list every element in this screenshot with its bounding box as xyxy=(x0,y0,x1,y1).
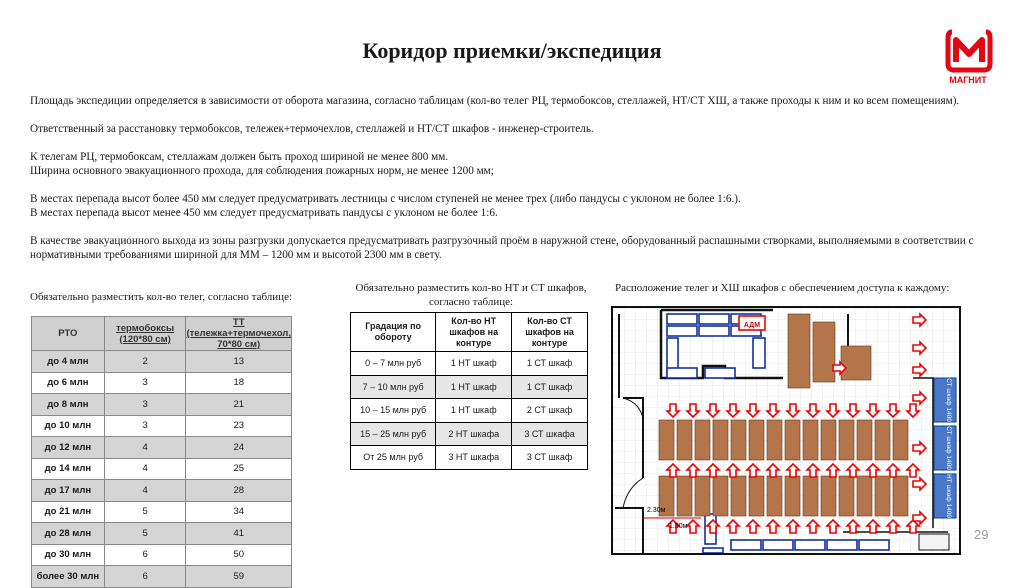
table-cell: 3 НТ шкафа xyxy=(436,446,512,470)
dimension-label: 1.50м xyxy=(669,523,688,530)
table-cell: 2 СТ шкаф xyxy=(512,399,588,423)
cart-rack xyxy=(839,420,854,460)
table-row xyxy=(32,415,292,437)
floor-plan-drawing xyxy=(613,308,959,553)
table-cell: 59 xyxy=(186,566,292,588)
table-cell: 34 xyxy=(186,501,292,523)
cart-rack xyxy=(695,420,710,460)
paragraph-area: Площадь экспедиции определяется в зависимости от оборота магазина, согласно таблицам (кол-во телег РЦ, термобоксов, стеллажей, НТ/СТ ХШ, а также проходы к ним и ко всем помещениям). xyxy=(30,95,960,107)
table2-caption-line1: Обязательно разместить кол-во НТ и СТ шкафов, xyxy=(355,282,587,294)
table-cell: до 14 млн xyxy=(32,458,105,480)
table-row xyxy=(351,422,588,446)
table-cell: до 30 млн xyxy=(32,544,105,566)
cart-rack xyxy=(749,420,764,460)
table-row xyxy=(32,351,292,373)
table-header-row xyxy=(351,313,588,352)
cart-rack xyxy=(839,476,854,516)
table-row xyxy=(32,544,292,566)
table-cell: 1 СТ шкаф xyxy=(512,352,588,376)
table-cell: 1 СТ шкаф xyxy=(512,375,588,399)
table-cell: 4 xyxy=(104,437,186,459)
paragraph-responsible: Ответственный за расстановку термобоксов, тележек+термочехлов, стеллажей и НТ/СТ шкафов - инженер-строитель. xyxy=(30,123,594,135)
adm-label: АДМ xyxy=(743,322,761,329)
table-cell: 6 xyxy=(104,544,186,566)
column-header: Градация по обороту xyxy=(351,313,436,352)
table-cell: 3 xyxy=(104,415,186,437)
table-row xyxy=(32,372,292,394)
cart-rack xyxy=(731,420,746,460)
table-cell: 1 НТ шкаф xyxy=(436,375,512,399)
table-row xyxy=(32,501,292,523)
table-cell: 4 xyxy=(104,458,186,480)
cart-rack xyxy=(677,476,692,516)
cart-rack xyxy=(821,476,836,516)
st-cabinet-label-2: СТ шкаф 1400 xyxy=(945,426,952,470)
floor-plan xyxy=(611,306,961,555)
logo-brand-text: МАГНИТ xyxy=(949,75,987,85)
cart-rack xyxy=(803,420,818,460)
table-cell: 0 – 7 млн руб xyxy=(351,352,436,376)
cart-rack xyxy=(713,420,728,460)
table-header-row xyxy=(32,317,292,351)
column-header: термобоксы (120*80 см) xyxy=(104,317,186,351)
cart-rack xyxy=(875,476,890,516)
cart-rack xyxy=(659,420,674,460)
table-row xyxy=(32,566,292,588)
paragraph-stairs: В местах перепада высот более 450 мм следует предусматривать лестницы с числом ступеней не менее трех (либо пандусы с уклоном не более 1:6.). xyxy=(30,193,741,205)
cart-rack xyxy=(785,476,800,516)
table-row xyxy=(32,394,292,416)
table-cell: 5 xyxy=(104,523,186,545)
cart-rack xyxy=(695,476,710,516)
slide-title: Коридор приемки/экспедиция xyxy=(362,38,662,63)
table-cell: более 30 млн xyxy=(32,566,105,588)
cart-rack xyxy=(803,476,818,516)
table-cell: 3 xyxy=(104,372,186,394)
table-row xyxy=(32,480,292,502)
table-cell: до 8 млн xyxy=(32,394,105,416)
cart-rack xyxy=(731,476,746,516)
table-row xyxy=(32,523,292,545)
st-cabinet-label: СТ шкаф 1400 xyxy=(945,378,952,422)
table-row xyxy=(351,399,588,423)
cart-rack xyxy=(713,476,728,516)
table-cell: 1 НТ шкаф xyxy=(436,352,512,376)
cart-rack xyxy=(893,420,908,460)
cart-rack xyxy=(875,420,890,460)
carts-table xyxy=(31,316,292,588)
table-cell: 3 СТ шкаф xyxy=(512,446,588,470)
column-header: Кол-во НТ шкафов на контуре xyxy=(436,313,512,352)
table-cell: 28 xyxy=(186,480,292,502)
table-cell: до 17 млн xyxy=(32,480,105,502)
table-row xyxy=(351,375,588,399)
equipment-box xyxy=(919,534,949,550)
cart-rack xyxy=(749,476,764,516)
cart-rack xyxy=(785,420,800,460)
cabinets-table xyxy=(350,312,588,470)
column-header: РТО xyxy=(32,317,105,351)
table-cell: до 28 млн xyxy=(32,523,105,545)
table-row xyxy=(32,458,292,480)
table-cell: до 4 млн xyxy=(32,351,105,373)
cart-rack xyxy=(767,420,782,460)
table-cell: 3 xyxy=(104,394,186,416)
table-cell: 5 xyxy=(104,501,186,523)
table-cell: 15 – 25 млн руб xyxy=(351,422,436,446)
table-cell: 41 xyxy=(186,523,292,545)
table-cell: 1 НТ шкаф xyxy=(436,399,512,423)
table-cell: 23 xyxy=(186,415,292,437)
cart-rack xyxy=(857,420,872,460)
table-cell: 7 – 10 млн руб xyxy=(351,375,436,399)
table-cell: 24 xyxy=(186,437,292,459)
table-cell: 4 xyxy=(104,480,186,502)
nt-cabinet-label: НТ шкаф 1400 xyxy=(945,474,952,518)
paragraph-passage-width: К телегам РЦ, термобоксам, стеллажам должен быть проход шириной не менее 800 мм. xyxy=(30,151,449,163)
table-cell: до 21 млн xyxy=(32,501,105,523)
table-cell: 3 СТ шкафа xyxy=(512,422,588,446)
table-row xyxy=(32,437,292,459)
paragraph-ramps: В местах перепада высот менее 450 мм следует предусматривать пандусы с уклоном не более 1:6. xyxy=(30,207,498,219)
table-cell: 2 xyxy=(104,351,186,373)
cart-rack xyxy=(677,420,692,460)
table-row xyxy=(351,446,588,470)
table-row xyxy=(351,352,588,376)
table-cell: 10 – 15 млн руб xyxy=(351,399,436,423)
table-cell: 18 xyxy=(186,372,292,394)
table-cell: 13 xyxy=(186,351,292,373)
cart-rack xyxy=(821,420,836,460)
paragraph-evac-exit: В качестве эвакуационного выхода из зоны разгрузки допускается предусматривать разгрузочный проём в наружной стене, оборудованный распашными створками, выполняемыми в соответствии с нормативными требованиями шириной для ММ – 1200 мм и высотой 2300 мм в свету. xyxy=(30,235,974,262)
table-cell: до 10 млн xyxy=(32,415,105,437)
table-cell: до 6 млн xyxy=(32,372,105,394)
column-header: ТТ (тележка+термочехол, 70*80 см) xyxy=(186,317,291,350)
table-cell: 21 xyxy=(186,394,292,416)
paragraph-evac-width: Ширина основного эвакуационного прохода, для соблюдения пожарных норм, не менее 1200 мм; xyxy=(30,165,494,177)
table2-caption-line2: согласно таблице: xyxy=(428,296,514,308)
magnit-logo xyxy=(940,24,998,76)
cart-rack xyxy=(767,476,782,516)
table-cell: 2 НТ шкафа xyxy=(436,422,512,446)
table1-caption: Обязательно разместить кол-во телег, согласно таблице: xyxy=(30,291,293,303)
table-cell: до 12 млн xyxy=(32,437,105,459)
table-cell: 6 xyxy=(104,566,186,588)
table-cell: 25 xyxy=(186,458,292,480)
table-cell: 50 xyxy=(186,544,292,566)
plan-caption: Расположение телег и ХШ шкафов с обеспечением доступа к каждому: xyxy=(615,282,950,294)
table-cell: От 25 млн руб xyxy=(351,446,436,470)
cart-rack xyxy=(857,476,872,516)
cart-rack xyxy=(893,476,908,516)
dimension-label: 2.30м xyxy=(647,507,666,514)
column-header: Кол-во СТ шкафов на контуре xyxy=(512,313,588,352)
page-number: 29 xyxy=(974,527,989,542)
